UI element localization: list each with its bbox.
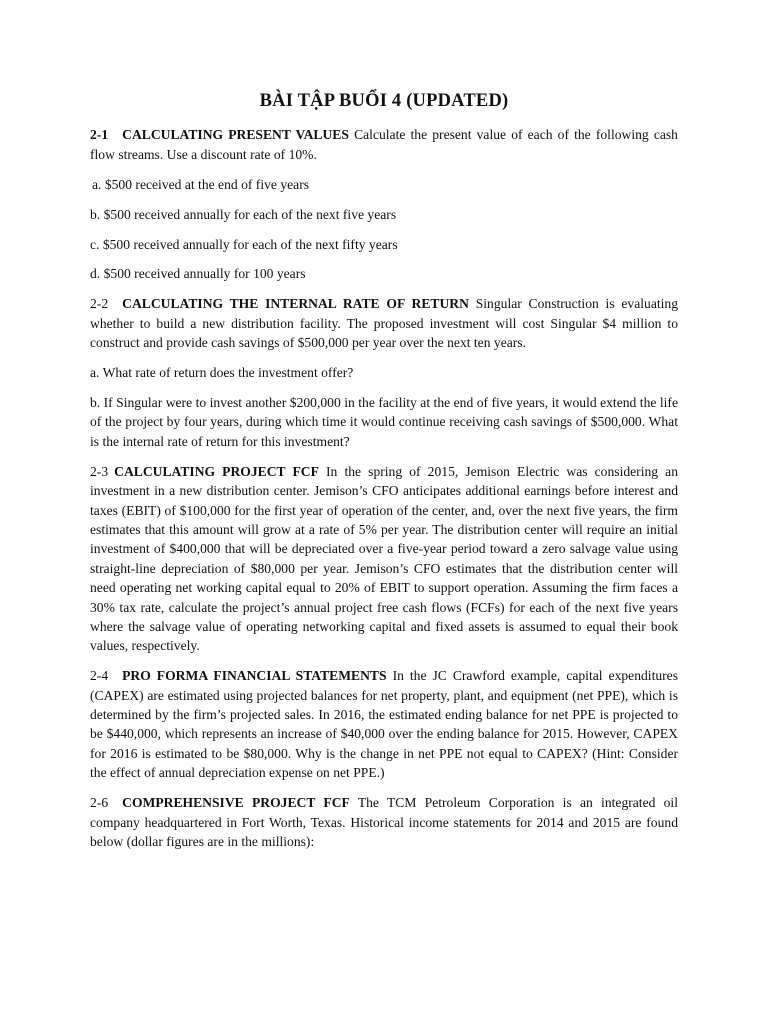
problem-number: 2-3 (90, 463, 109, 479)
problem-heading: CALCULATING PROJECT FCF (114, 463, 319, 479)
problem-item: a. What rate of return does the investment offer? (90, 365, 354, 381)
problem-text: Calculate the present value of each of the following cash flow streams. Use a discount rate of 10%. (90, 127, 678, 162)
problem-2-1 (90, 125, 678, 164)
problem-text: In the spring of 2015, Jemison Electric was considering an investment in a new distribution center. Jemison’s CFO anticipates additional earnings before interest and taxes (EBIT) of $100,000 for the first year of operation of the center, and, over the next five years, the firm estimates that this amount will grow at a rate of 5% per year. The distribution center will require an initial investment of $400,000 that will be depreciated over a five-year period toward a zero salvage value using straight-line depreciation of $80,000 per year. Jemison’s CFO estimates that the distribution center will need operating net working capital equal to 20% of EBIT to support operation. Assuming the firm faces a 30% tax rate, calculate the project’s annual project free cash flows (FCFs) for each of the next five years where the salvage value of operating networking capital and fixed assets is assumed to equal their book values, respectively. (90, 463, 679, 654)
problem-item: b. $500 received annually for each of the next five years (90, 206, 397, 222)
problem-2-6 (90, 793, 678, 851)
problem-text: In the JC Crawford example, capital expenditures (CAPEX) are estimated using projected balances for net property, plant, and equipment (net PPE), which is determined by the firm’s projected sales. In 2016, the estimated ending balance for net PPE is projected to be $440,000, which represents an increase of $40,000 over the ending balance for 2015. However, CAPEX for 2016 is estimated to be $80,000. Why is the change in net PPE not equal to CAPEX? (Hint: Consider the effect of annual depreciation expense on net PPE.) (90, 668, 678, 781)
problem-item: a. $500 received at the end of five years (92, 176, 310, 192)
problem-item: b. If Singular were to invest another $200,000 in the facility at the end of five years, it would extend the life of the project by four years, during which time it would continue receiving cash savings of $500,000. What is the internal rate of return for this investment? (90, 394, 678, 449)
problem-heading: COMPREHENSIVE PROJECT FCF (122, 795, 350, 811)
problem-item: c. $500 received annually for each of the next fifty years (90, 236, 398, 252)
problem-heading: CALCULATING THE INTERNAL RATE OF RETURN (122, 296, 469, 312)
problem-text: The TCM Petroleum Corporation is an integrated oil company headquartered in Fort Worth, Texas. Historical income statements for 2014 and 2015 are found below (dollar figures are in the millions): (90, 795, 678, 849)
problem-heading: CALCULATING PRESENT VALUES (122, 127, 349, 143)
document-content (90, 92, 678, 862)
problem-number: 2-4 (90, 668, 109, 684)
problem-number: 2-1 (90, 127, 109, 143)
problem-number: 2-6 (90, 795, 109, 811)
problem-2-2 (90, 294, 678, 352)
problem-heading: PRO FORMA FINANCIAL STATEMENTS (122, 668, 387, 684)
problem-text: Singular Construction is evaluating whether to build a new distribution facility. The proposed investment will cost Singular $4 million to construct and provide cash savings of $500,000 per year over the next ten years. (90, 296, 679, 351)
problem-2-3 (90, 462, 678, 656)
problem-item: d. $500 received annually for 100 years (90, 266, 306, 282)
page-title: BÀI TẬP BUỔI 4 (UPDATED) (259, 91, 509, 111)
problem-2-4 (90, 666, 678, 782)
problem-number: 2-2 (90, 296, 109, 312)
